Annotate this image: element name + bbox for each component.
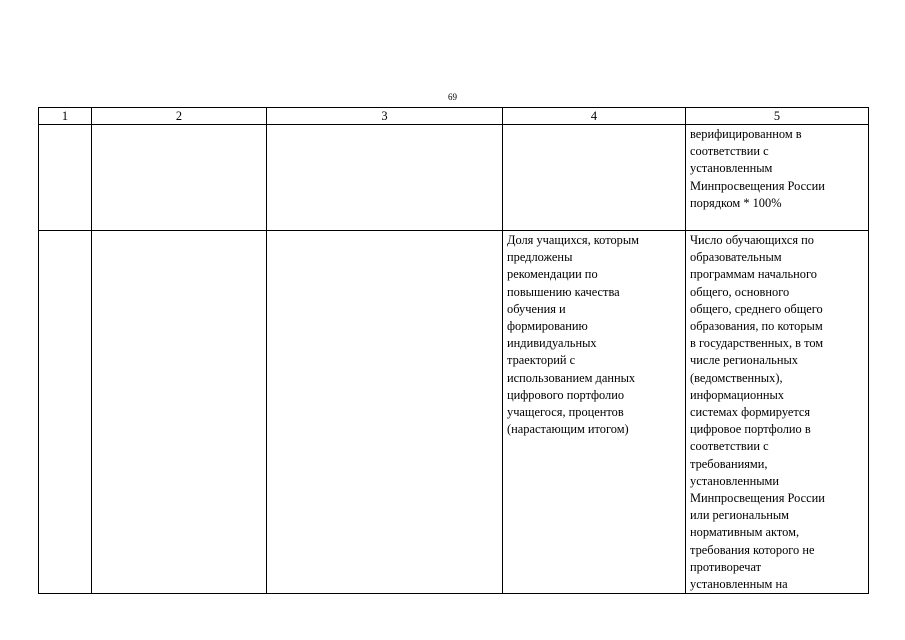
formula-continuation-cell: верифицированном в соответствии с установленным Минпросвещения России порядком * 100% [686,125,869,231]
table-cell [92,231,267,594]
table-row [39,231,869,594]
column-header-5: 5 [686,108,869,125]
table-cell [39,231,92,594]
table-cell [503,125,686,231]
calculation-method-cell: Число обучающихся по образовательным программам начального общего, основного общего, среднего общего образования, по которым в государственных, в том числе региональных (ведомственных), информационных системах формируется цифровое портфолио в соответствии с требованиями, установленными Минпросвещения России или региональным нормативным актом, требования которого не противоречат установленным на [686,231,869,594]
column-header-3: 3 [267,108,503,125]
indicator-name-cell: Доля учащихся, которым предложены рекомендации по повышению качества обучения и формированию индивидуальных траекторий с использованием данных цифрового портфолио учащегося, процентов (нарастающим итогом) [503,231,686,594]
table-row [39,125,869,231]
column-header-1: 1 [39,108,92,125]
table-cell [267,231,503,594]
table-cell [267,125,503,231]
page-number: 69 [448,92,457,102]
table-cell [39,125,92,231]
table-header-row [39,108,869,125]
column-header-2: 2 [92,108,267,125]
document-table [38,107,869,594]
column-header-4: 4 [503,108,686,125]
table-cell [92,125,267,231]
